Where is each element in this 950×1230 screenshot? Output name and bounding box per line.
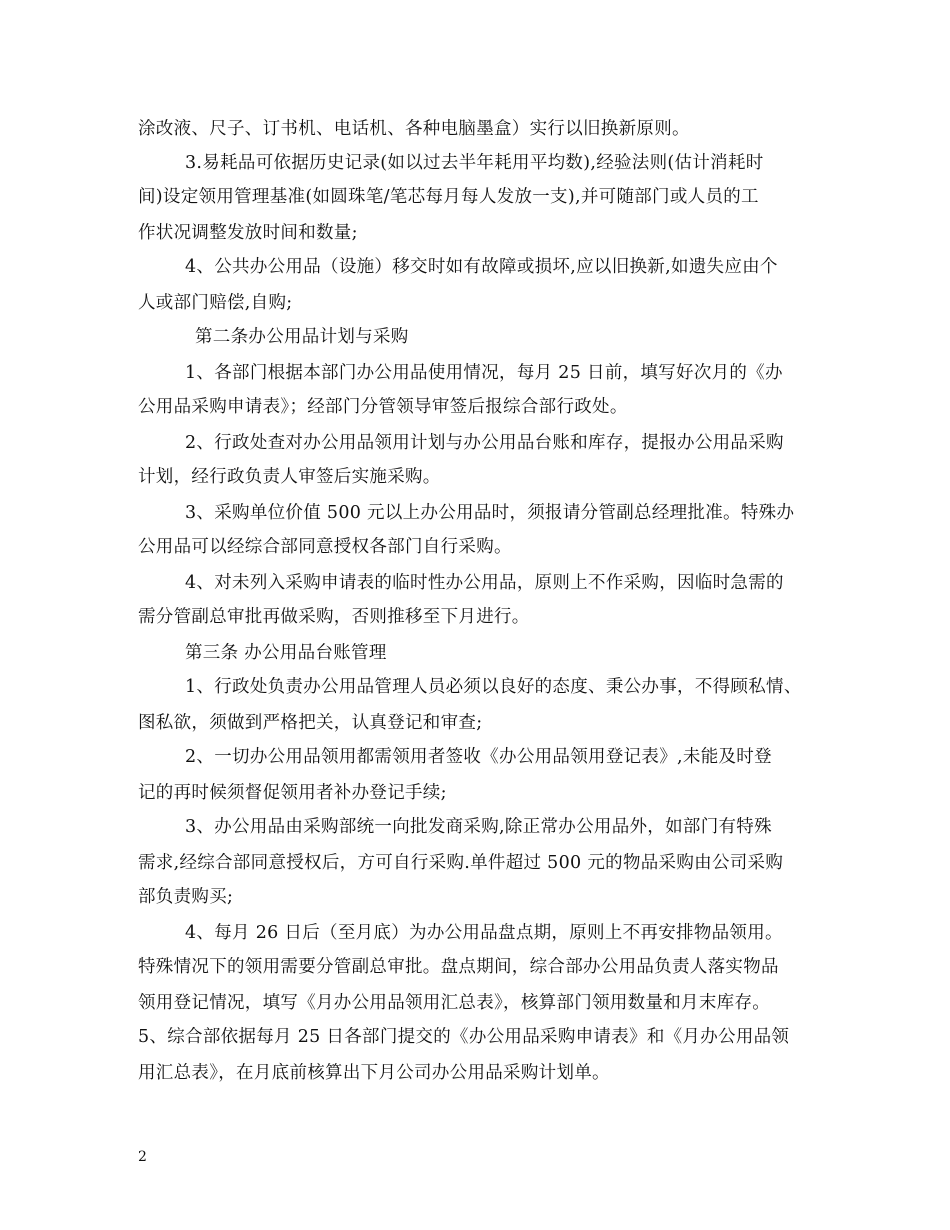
section-heading: 第三条 办公用品台账管理 — [185, 643, 387, 663]
text-line: 间)设定领用管理基准(如圆珠笔/笔芯每月每人发放一支),并可随部门或人员的工 — [138, 187, 759, 207]
text-line: 需求,经综合部同意授权后，方可自行采购.单件超过 500 元的物品采购由公司采购 — [138, 853, 784, 873]
text-line: 1、行政处负责办公用品管理人员必须以良好的态度、秉公办事，不得顾私情、 — [185, 677, 802, 697]
text-line: 计划，经行政负责人审签后实施采购。 — [138, 467, 441, 487]
text-line: 4、公共办公用品（设施）移交时如有故障或损坏,应以旧换新,如遗失应由个 — [185, 257, 778, 277]
text-line: 3.易耗品可依据历史记录(如以过去半年耗用平均数),经验法则(估计消耗时 — [185, 153, 764, 173]
text-line: 部负责购买; — [138, 887, 234, 907]
text-line: 用汇总表》，在月底前核算出下月公司办公用品采购计划单。 — [138, 1063, 610, 1083]
text-line: 2、一切办公用品领用都需领用者签收《办公用品领用登记表》,未能及时登 — [185, 747, 772, 767]
text-line: 公用品采购申请表》；经部门分管领导审签后报综合部行政处。 — [138, 397, 628, 417]
text-line: 5、综合部依据每月 25 日各部门提交的《办公用品采购申请表》和《月办公用品领 — [138, 1027, 790, 1047]
text-line: 记的再时候须督促领用者补办登记手续; — [138, 783, 447, 803]
text-line: 4、对未列入采购申请表的临时性办公用品，原则上不作采购，因临时急需的 — [185, 573, 784, 593]
text-line: 涂改液、尺子、订书机、电话机、各种电脑墨盒）实行以旧换新原则。 — [138, 119, 690, 139]
section-heading: 第二条办公用品计划与采购 — [195, 327, 409, 347]
text-line: 3、办公用品由采购部统一向批发商采购,除正常办公用品外，如部门有特殊 — [185, 817, 772, 837]
text-line: 1、各部门根据本部门办公用品使用情况，每月 25 日前，填写好次月的《办 — [185, 363, 783, 383]
text-line: 4、每月 26 日后（至月底）为办公用品盘点期，原则上不再安排物品领用。 — [185, 923, 783, 943]
text-line: 领用登记情况，填写《月办公用品领用汇总表》，核算部门领用数量和月末库存。 — [138, 993, 771, 1013]
text-line: 人或部门赔偿,自购; — [138, 293, 293, 313]
text-line: 公用品可以经综合部同意授权各部门自行采购。 — [138, 537, 512, 557]
text-line: 作状况调整发放时间和数量; — [138, 223, 358, 243]
text-line: 特殊情况下的领用需要分管副总审批。盘点期间，综合部办公用品负责人落实物品 — [138, 957, 779, 977]
text-line: 3、采购单位价值 500 元以上办公用品时，须报请分管副总经理批准。特殊办 — [185, 503, 795, 523]
text-line: 需分管副总审批再做采购，否则推移至下月进行。 — [138, 607, 530, 627]
text-line: 图私欲，须做到严格把关，认真登记和审查; — [138, 713, 483, 733]
page-number: 2 — [138, 1149, 147, 1165]
text-line: 2、行政处查对办公用品领用计划与办公用品台账和库存，提报办公用品采购 — [185, 433, 784, 453]
